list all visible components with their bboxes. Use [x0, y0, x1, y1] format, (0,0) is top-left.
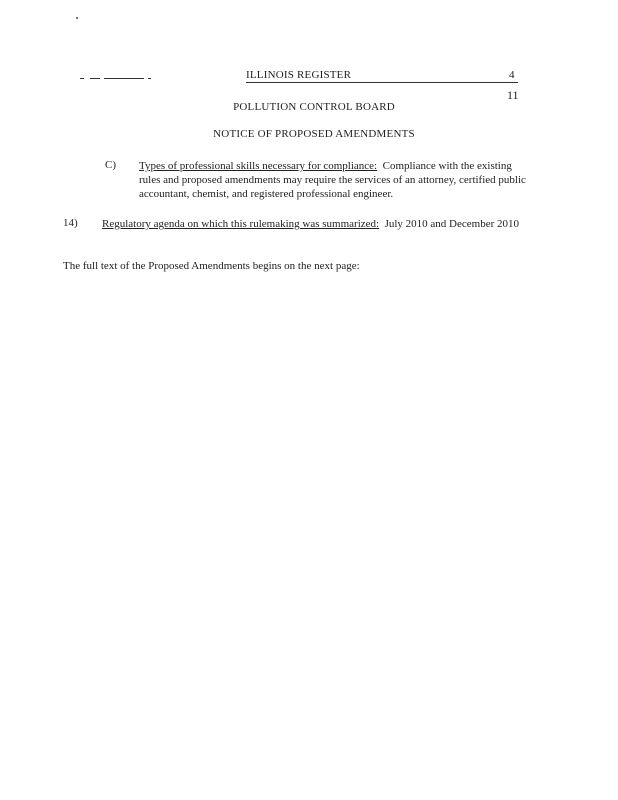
item-14-label: 14) — [63, 217, 78, 229]
item-c-text: Compliance with the existing rules and proposed amendments may require the services of an attorney, certified public accountant, chemist, and registered professional engineer. — [139, 160, 526, 200]
agency-name: POLLUTION CONTROL BOARD — [233, 101, 395, 113]
scan-speck — [76, 17, 78, 19]
register-title: ILLINOIS REGISTER — [246, 69, 352, 81]
item-c-paragraph — [139, 159, 531, 201]
notice-title: NOTICE OF PROPOSED AMENDMENTS — [213, 128, 415, 140]
volume-number: 11 — [507, 88, 519, 102]
item-c-heading: Types of professional skills necessary for compliance: — [139, 160, 378, 172]
closing-statement: The full text of the Proposed Amendments begins on the next page: — [63, 260, 360, 272]
item-14-heading: Regulatory agenda on which this rulemaking was summarized: — [102, 218, 380, 230]
item-14-text: July 2010 and December 2010 — [384, 218, 519, 230]
header-left-rule — [80, 78, 152, 84]
header-rule — [246, 82, 518, 83]
page-number: 4 — [509, 69, 515, 81]
item-14-paragraph — [102, 217, 534, 231]
item-c-label: C) — [105, 159, 116, 171]
